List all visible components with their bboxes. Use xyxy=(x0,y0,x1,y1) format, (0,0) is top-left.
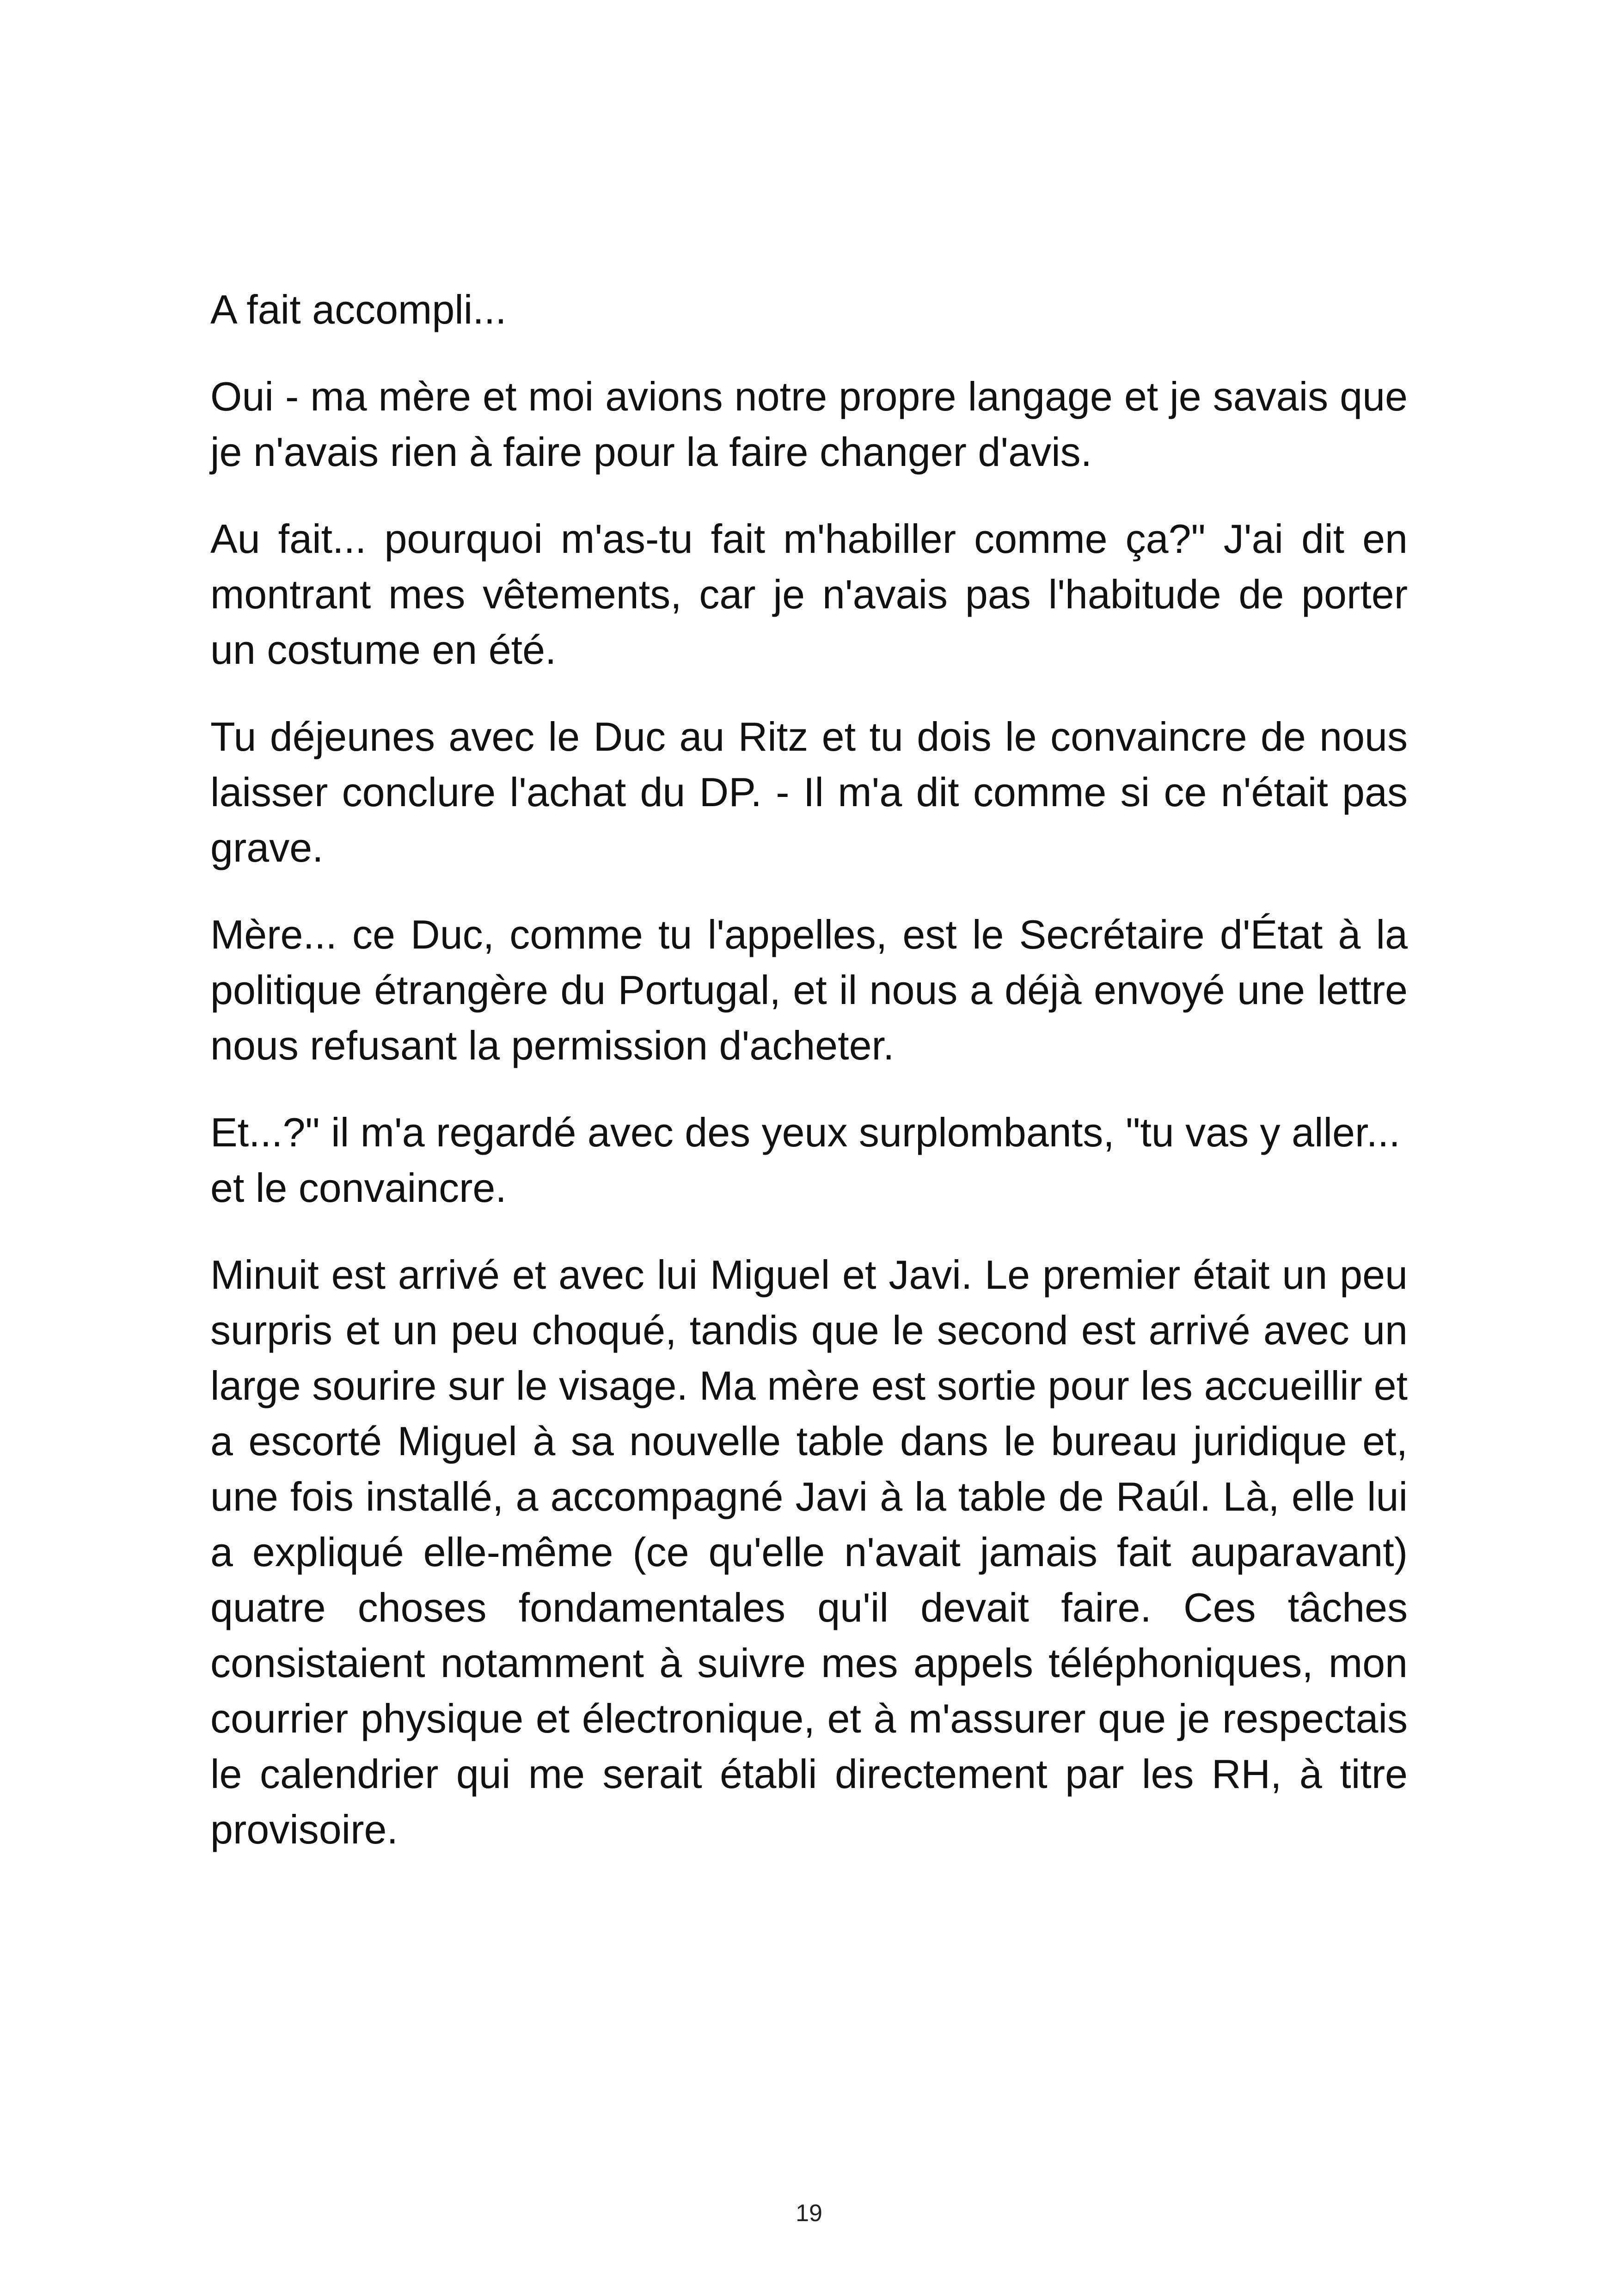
paragraph-5: Mère... ce Duc, comme tu l'appelles, est le Secrétaire d'État à la politique étrangère du Portugal, et il nous a déjà envoyé une lettre nous refusant la permission d'acheter. xyxy=(210,912,1408,1068)
paragraph-4: Tu déjeunes avec le Duc au Ritz et tu dois le convaincre de nous laisser conclure l'achat du DP. - Il m'a dit comme si ce n'était pas grave. xyxy=(210,714,1408,870)
paragraph-2: Oui - ma mère et moi avions notre propre langage et je savais que je n'avais rien à faire pour la faire changer d'avis. xyxy=(210,373,1408,475)
paragraph-3: Au fait... pourquoi m'as-tu fait m'habiller comme ça?" J'ai dit en montrant mes vêtements, car je n'avais pas l'habitude de porter un costume en été. xyxy=(210,516,1408,673)
paragraph-1: A fait accompli... xyxy=(210,287,507,332)
paragraph-7: Minuit est arrivé et avec lui Miguel et Javi. Le premier était un peu surpris et un peu choqué, tandis que le second est arrivé avec un large sourire sur le visage. Ma mère est sortie pour les accueillir et a escorté Miguel à sa nouvelle table dans le bureau juridique et, une fois installé, a accompagné Javi à la table de Raúl. Là, elle lui a expliqué elle-même (ce qu'elle n'avait jamais fait auparavant) quatre choses fondamentales qu'il devait faire. Ces tâches consistaient notamment à suivre mes appels téléphoniques, mon courrier physique et électronique, et à m'assurer que je respectais le calendrier qui me serait établi directement par les RH, à titre provisoire. xyxy=(210,1252,1408,1852)
paragraph-6: Et...?" il m'a regardé avec des yeux surplombants, "tu vas y aller... et le convaincre. xyxy=(210,1109,1400,1211)
body-text xyxy=(210,282,1408,1889)
page-number: 19 xyxy=(796,2200,822,2227)
